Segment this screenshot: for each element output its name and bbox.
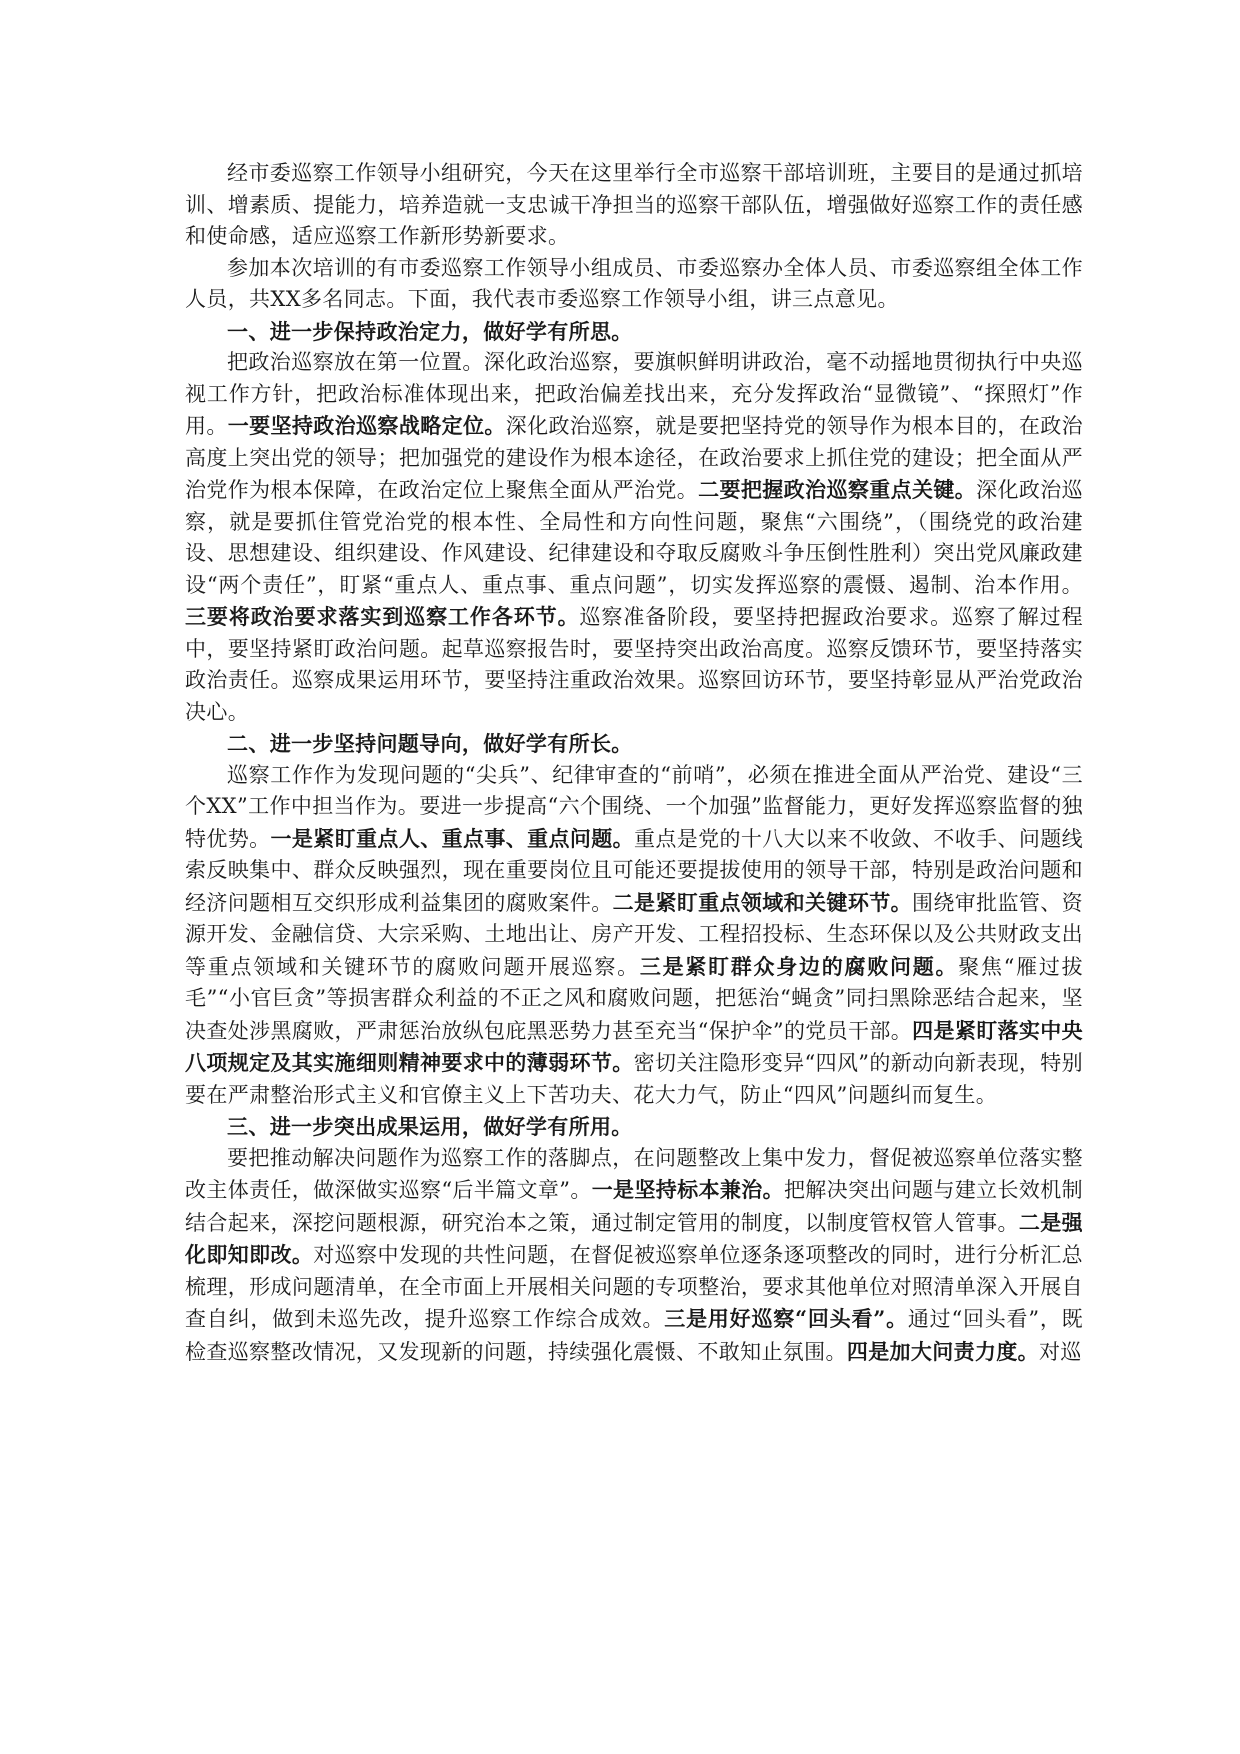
section-heading-1 <box>185 316 1083 348</box>
paragraph-intro-1 <box>185 158 1083 253</box>
lead-sentence: 二是紧盯重点领域和关键环节。 <box>612 889 912 915</box>
text-run: 巡察工作作为发现问题的“尖兵”、纪律审查的“前哨”，必须在推进全面从严治党、建设“三个XX”工作中担当作为。要进一步提高“六个围绕、一个加强”监督能力，更好发挥巡察监督的独特优势。 <box>185 762 1083 851</box>
document-page <box>185 158 1083 1368</box>
text-run: 围绕审批监管、资源开发、金融信贷、大宗采购、土地出让、房产开发、工程招投标、生态环保以及公共财政支出等重点领域和关键环节的腐败问题开展巡察。 <box>185 890 1083 979</box>
lead-sentence: 一是坚持标本兼治。 <box>591 1177 784 1202</box>
heading-text: 二、进一步坚持问题导向，做好学有所长。 <box>227 731 633 756</box>
section-heading-2 <box>185 728 1083 760</box>
text-run: 对巡察中发现的共性问题，在督促被巡察单位逐条逐项整改的同时，进行分析汇总梳理，形成问题清单，在全市面上开展相关问题的专项整治，要求其他单位对照清单深入开展自查自纠，做到未巡先改，提升巡察工作综合成效。 <box>185 1243 1083 1331</box>
text-run: 把解决突出问题与建立长效机制结合起来，深挖问题根源，研究治本之策，通过制定管用的制度，以制度管权管人管事。 <box>185 1178 1083 1235</box>
section-heading-3 <box>185 1111 1083 1143</box>
text-run: 密切关注隐形变异“四风”的新动向新表现，特别要在严肃整治形式主义和官僚主义上下苦功夫、花大力气，防止“四风”问题纠而复生。 <box>185 1051 1083 1107</box>
text-run: 把政治巡察放在第一位置。深化政治巡察，要旗帜鲜明讲政治，毫不动摇地贯彻执行中央巡视工作方针，把政治标准体现出来，把政治偏差找出来，充分发挥政治“显微镜”、“探照灯”作用。 <box>185 350 1083 438</box>
text-run: 对巡 <box>1039 1339 1082 1364</box>
text-run: 深化政治巡察，就是要抓住管党治党的根本性、全局性和方向性问题，聚焦“六围绕”，（围绕党的政治建设、思想建设、组织建设、作风建设、纪律建设和夺取反腐败斗争压倒性胜利）突出党风廉政建设“两个责任”，盯紧“重点人、重点事、重点问题”，切实发挥巡察的震慑、遏制、治本作用。 <box>185 478 1083 597</box>
paragraph-section-3 <box>185 1143 1083 1369</box>
text-run: 巡察准备阶段，要坚持把握政治要求。巡察了解过程中，要坚持紧盯政治问题。起草巡察报告时，要坚持突出政治高度。巡察反馈环节，要坚持落实政治责任。巡察成果运用环节，要坚持注重政治效果。巡察回访环节，要坚持彰显从严治党政治决心。 <box>185 605 1083 724</box>
lead-sentence: 四是加大问责力度。 <box>846 1338 1040 1364</box>
heading-text: 三、进一步突出成果运用，做好学有所用。 <box>227 1114 633 1139</box>
lead-sentence: 四是紧盯落实中央八项规定及其实施细则精神要求中的薄弱环节。 <box>185 1017 1083 1075</box>
text-run: 深化政治巡察，就是要把坚持党的领导作为根本目的，在政治高度上突出党的领导；把加强党的建设作为根本途径，在政治要求上抓住党的建设；把全面从严治党作为根本保障，在政治定位上聚焦全面从严治党。 <box>185 414 1083 502</box>
text-run: 经市委巡察工作领导小组研究，今天在这里举行全市巡察干部培训班，主要目的是通过抓培训、增素质、提能力，培养造就一支忠诚干净担当的巡察干部队伍，增强做好巡察工作的责任感和使命感，适应巡察工作新形势新要求。 <box>185 161 1083 248</box>
text-run: 重点是党的十八大以来不收敛、不收手、问题线索反映集中、群众反映强烈，现在重要岗位且可能还要提拔使用的领导干部，特别是政治问题和经济问题相互交织形成利益集团的腐败案件。 <box>185 826 1083 915</box>
text-run: 通过“回头看”，既检查巡察整改情况，又发现新的问题，持续强化震慑、不敢知止氛围。 <box>185 1307 1083 1364</box>
paragraph-section-2 <box>185 760 1083 1112</box>
paragraph-intro-2 <box>185 253 1083 316</box>
text-run: 要把推动解决问题作为巡察工作的落脚点，在问题整改上集中发力，督促被巡察单位落实整改主体责任，做深做实巡察“后半篇文章”。 <box>185 1145 1083 1202</box>
lead-sentence: 二要把握政治巡察重点关键。 <box>698 477 977 502</box>
text-run: 参加本次培训的有市委巡察工作领导小组成员、市委巡察办全体人员、市委巡察组全体工作人员，共XX多名同志。下面，我代表市委巡察工作领导小组，讲三点意见。 <box>185 255 1083 311</box>
paragraph-section-1 <box>185 347 1083 728</box>
lead-sentence: 一要坚持政治巡察战略定位。 <box>227 413 506 438</box>
heading-text: 一、进一步保持政治定力，做好学有所思。 <box>227 318 633 344</box>
lead-sentence: 二是强化即知即改。 <box>185 1209 1083 1267</box>
lead-sentence: 三要将政治要求落实到巡察工作各环节。 <box>185 604 580 629</box>
text-run: 聚焦“雁过拔毛”“小官巨贪”等损害群众利益的不正之风和腐败问题，把惩治“蝇贪”同扫黑除恶结合起来，坚决查处涉黑腐败，严肃惩治放纵包庇黑恶势力甚至充当“保护伞”的党员干部。 <box>185 954 1083 1043</box>
lead-sentence: 三是用好巡察“回头看”。 <box>664 1306 908 1331</box>
lead-sentence: 一是紧盯重点人、重点事、重点问题。 <box>270 825 635 851</box>
lead-sentence: 三是紧盯群众身边的腐败问题。 <box>639 953 959 979</box>
